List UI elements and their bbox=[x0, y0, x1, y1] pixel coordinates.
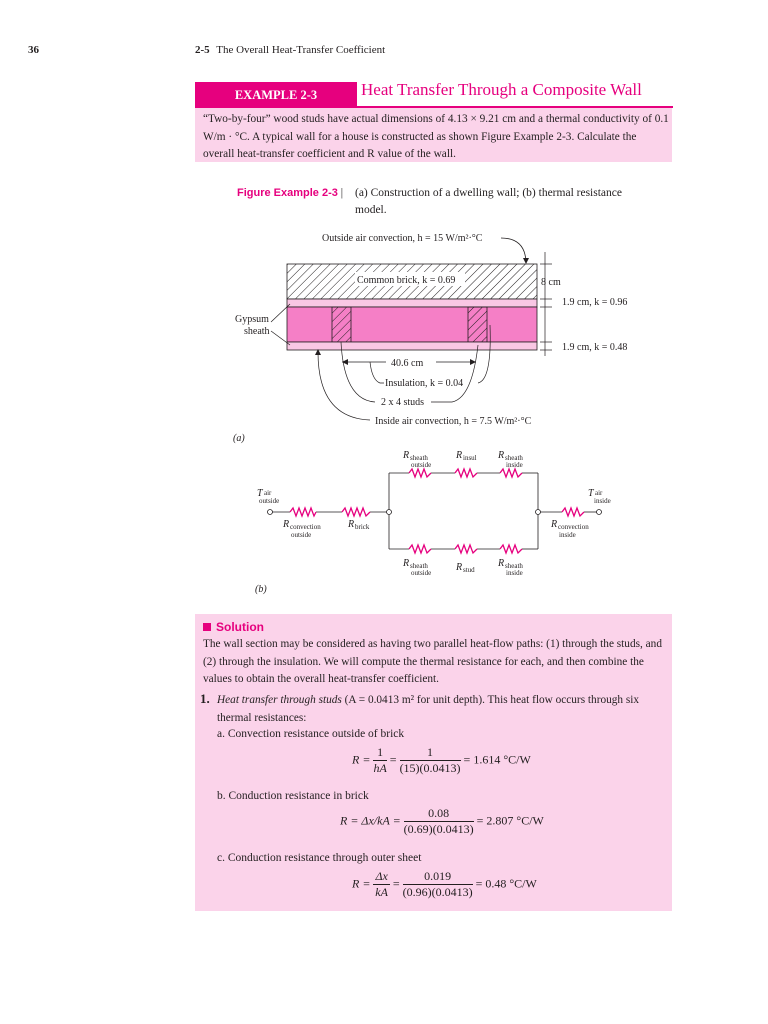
r-sheath-in-bot-sub2: inside bbox=[506, 569, 523, 577]
t-in-label: T bbox=[588, 488, 594, 499]
r-insul-label: R bbox=[456, 450, 463, 461]
step-1-italic: Heat transfer through studs bbox=[217, 694, 342, 706]
section-title: The Overall Heat-Transfer Coefficient bbox=[216, 44, 386, 56]
r-sheath-out-top-label: R bbox=[403, 450, 410, 461]
t-out-sub1: air bbox=[264, 489, 272, 497]
r-brick-sub: brick bbox=[355, 523, 370, 531]
eq-c-lhs: R = bbox=[352, 876, 371, 891]
r-sheath-in-top-sub1: sheath bbox=[505, 454, 523, 462]
stud-right bbox=[468, 307, 487, 342]
resistor-insul bbox=[455, 469, 477, 477]
example-label: EXAMPLE 2-3 bbox=[195, 82, 357, 106]
outer-sheath-label: 1.9 cm, k = 0.96 bbox=[562, 297, 628, 308]
node-outside bbox=[268, 510, 273, 515]
sublabel-a: (a) bbox=[233, 433, 245, 444]
r-brick-label: R bbox=[348, 519, 355, 530]
brick-thickness-label: 8 cm bbox=[541, 277, 561, 288]
eq-c-frac2: $\frac{0.019}{(0.96)(0.0413)}$ bbox=[402, 869, 473, 899]
r-conv-in-sub2: inside bbox=[559, 531, 576, 539]
equation-b bbox=[340, 806, 544, 837]
square-bullet-icon bbox=[203, 623, 211, 631]
r-sheath-out-bot-sub1: sheath bbox=[410, 562, 428, 570]
example-title: Heat Transfer Through a Composite Wall bbox=[361, 80, 642, 99]
solution-heading bbox=[203, 620, 264, 634]
r-sheath-out-top-sub1: sheath bbox=[410, 454, 428, 462]
outside-conv-arrow bbox=[501, 238, 526, 262]
eq-b-frac: $\frac{0.08}{(0.69)(0.0413)}$ bbox=[403, 806, 474, 836]
eq-b-lhs: R = Δx/kA = bbox=[340, 813, 401, 828]
step-1-rest: (A = 0.0413 m² for unit depth). This heat flow occurs through six thermal resistances: bbox=[217, 694, 640, 724]
stud-left bbox=[332, 307, 351, 342]
r-sheath-out-top-sub2: outside bbox=[411, 461, 432, 469]
caption-label: Figure Example 2-3 bbox=[237, 187, 338, 199]
resistor-stud bbox=[455, 545, 477, 553]
inner-sheath bbox=[287, 342, 537, 350]
step-a-label: a. Convection resistance outside of brick bbox=[217, 728, 405, 740]
studs-label: 2 x 4 studs bbox=[381, 397, 425, 408]
r-sheath-in-bot-label: R bbox=[498, 558, 505, 569]
page-number: 36 bbox=[28, 44, 39, 56]
resistor-sheath-in-top bbox=[500, 469, 522, 477]
equation-c: R = $\frac{\Delta x}{kA}$ = $\frac{0.019}{(0.96)(0.0413)}$ = 0.48 °C/W bbox=[352, 869, 537, 899]
eq-b-result: = 2.807 °C/W bbox=[476, 813, 544, 828]
insulation-label: Insulation, k = 0.04 bbox=[385, 378, 464, 389]
step-c-label: c. Conduction resistance through outer sheet bbox=[217, 852, 422, 864]
eq-c-frac1: $\frac{\Delta x}{kA}$ bbox=[375, 869, 388, 899]
t-out-label: T bbox=[257, 488, 263, 499]
resistor-conv-in bbox=[562, 508, 584, 516]
r-conv-in-label: R bbox=[551, 519, 558, 530]
step-b-label: b. Conduction resistance in brick bbox=[217, 790, 369, 802]
example-text: “Two-by-four” wood studs have actual dimensions of 4.13 × 9.21 cm and a thermal conductivity of 0.1 W/m · °C. A typical wall for a house is constructed as shown Figure Example 2-3. Calculate the overall heat-transfer coefficient and R value of the wall. bbox=[203, 113, 669, 160]
r-sheath-in-top-sub2: inside bbox=[506, 461, 523, 469]
inner-sheath-label: 1.9 cm, k = 0.48 bbox=[562, 342, 628, 353]
r-conv-in-sub1: convection bbox=[558, 523, 589, 531]
node-right bbox=[536, 510, 541, 515]
outer-sheath bbox=[287, 299, 537, 307]
resistor-conv-out bbox=[290, 508, 316, 516]
r-insul-sub: insul bbox=[463, 454, 477, 462]
step-1-text bbox=[217, 692, 669, 727]
inside-conv-label: Inside air convection, h = 7.5 W/m²·°C bbox=[375, 416, 532, 427]
resistor-brick bbox=[342, 508, 370, 516]
resistor-sheath-in-bot bbox=[500, 545, 522, 553]
node-inside bbox=[597, 510, 602, 515]
t-in-sub2: inside bbox=[594, 497, 611, 505]
r-conv-out-label: R bbox=[283, 519, 290, 530]
eq-a-frac2: $\frac{1}{(15)(0.0413)}$ bbox=[399, 745, 461, 775]
spacing-label: 40.6 cm bbox=[391, 358, 424, 369]
r-conv-out-sub1: convection bbox=[290, 523, 321, 531]
eq-c-result: = 0.48 °C/W bbox=[475, 876, 537, 891]
r-sheath-in-top-label: R bbox=[498, 450, 505, 461]
caption-divider: | bbox=[340, 187, 344, 199]
r-sheath-out-bot-label: R bbox=[403, 558, 410, 569]
insulation-layer bbox=[287, 307, 537, 342]
brick-label: Common brick, k = 0.69 bbox=[357, 275, 456, 286]
caption-text: (a) Construction of a dwelling wall; (b) thermal resistance model. bbox=[355, 187, 622, 216]
eq-a-result: = 1.614 °C/W bbox=[463, 752, 531, 767]
eq-a-lhs: R = bbox=[352, 752, 371, 767]
r-sheath-in-bot-sub1: sheath bbox=[505, 562, 523, 570]
r-stud-label: R bbox=[456, 562, 463, 573]
outside-conv-label: Outside air convection, h = 15 W/m²·°C bbox=[322, 233, 483, 244]
node-left bbox=[387, 510, 392, 515]
step-1-number: 1. bbox=[200, 691, 210, 706]
r-conv-out-sub2: outside bbox=[291, 531, 312, 539]
resistor-sheath-out-top bbox=[409, 469, 431, 477]
sublabel-b: (b) bbox=[255, 584, 267, 595]
r-stud-sub: stud bbox=[463, 566, 475, 574]
equation-a: R = $\frac{1}{hA}$ = $\frac{1}{(15)(0.0413)}$ = 1.614 °C/W bbox=[352, 745, 531, 775]
section-number: 2-5 bbox=[195, 44, 210, 56]
solution-heading-text: Solution bbox=[216, 620, 264, 634]
t-out-sub2: outside bbox=[259, 497, 280, 505]
resistor-sheath-out-bot bbox=[409, 545, 431, 553]
gypsum-label-2: sheath bbox=[244, 326, 270, 337]
r-sheath-out-bot-sub2: outside bbox=[411, 569, 432, 577]
solution-intro: The wall section may be considered as having two parallel heat-flow paths: (1) through the studs, and (2) through the insulation. We will compute the thermal resistance for each, and then combine the values to obtain the overall heat-transfer coefficient. bbox=[203, 638, 662, 685]
gypsum-label-1: Gypsum bbox=[235, 314, 269, 325]
eq-a-frac1: $\frac{1}{hA}$ bbox=[373, 745, 387, 775]
t-in-sub1: air bbox=[595, 489, 603, 497]
